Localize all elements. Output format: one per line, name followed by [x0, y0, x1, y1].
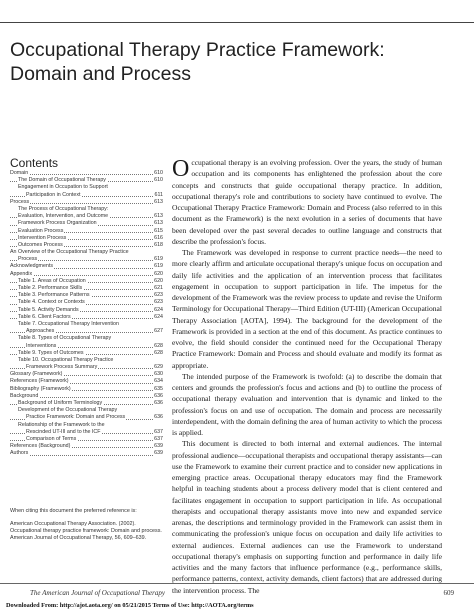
toc-entry-title: Table 2. Performance Skills: [18, 285, 83, 291]
toc-entry-title: Acknowledgments: [10, 263, 53, 270]
top-rule: [0, 22, 474, 23]
toc-entry-page: 616: [154, 234, 163, 241]
toc-entry-page: 637: [154, 428, 163, 435]
toc-entry: [10, 192, 163, 199]
toc-entry-page: 636: [154, 414, 163, 421]
toc-entry-title: Table 1. Areas of Occupation: [18, 277, 86, 284]
toc-entry-page: 615: [154, 227, 163, 234]
toc-entry: [10, 407, 163, 414]
toc-entry: [10, 299, 163, 306]
toc-entry-page: 637: [154, 435, 163, 442]
toc-entry: [10, 343, 163, 350]
toc-entry-title: Comparison of Terms: [26, 435, 77, 442]
footer-rule: [0, 583, 474, 584]
toc-entry: [10, 422, 163, 429]
toc-entry-page: 636: [154, 400, 163, 406]
citation-text: American Occupational Therapy Association. (2002). Occupational therapy practice framework: Domain and process. American Journal of Occupational Therapy, 56, 609–639.: [10, 521, 162, 541]
toc-entry: [10, 285, 163, 292]
toc-entry-title: Intervention Process: [18, 234, 67, 241]
toc-entry: [10, 213, 163, 220]
toc-entry-title: Table 6. Client Factors: [18, 313, 71, 320]
toc-entry-title: Background: [10, 392, 39, 399]
toc-entry-title: Appendix: [10, 270, 33, 277]
toc-entry-title: Table 3. Performance Patterns: [18, 292, 90, 299]
toc-entry-page: 620: [154, 270, 163, 277]
toc-entry: [10, 371, 163, 378]
toc-entry-page: 630: [154, 371, 163, 378]
page-title: [10, 38, 450, 86]
toc-entry: [10, 321, 163, 328]
table-of-contents: [10, 170, 163, 458]
toc-entry-title: Background of Uniform Terminology: [18, 400, 103, 406]
toc-entry: [10, 170, 163, 177]
toc-entry-page: 627: [154, 328, 163, 335]
toc-entry-title: Table 8. Types of Occupational Therapy: [18, 335, 112, 342]
toc-entry-page: 635: [154, 385, 163, 392]
toc-entry: [10, 429, 163, 436]
toc-entry: [10, 450, 163, 457]
toc-entry: [10, 263, 163, 270]
toc-entry-title: Process: [18, 256, 38, 263]
paragraph-1-text: ccupational therapy is an evolving profession. Over the years, the study of human occupation and its components has enlightened the profession about the core concepts and constructs that guide occupational therapy practice. In addition, occupational therapy's role and contributions to society have continued to evolve. The Occupational Therapy Practice Framework: Domain and Process (also referred to in this document as the Framework) is the next evolution in a series of documents that have been developed over the past several decades to outline language and constructs that describe the profession's focus.: [172, 158, 442, 246]
body-text: [172, 157, 442, 596]
toc-entry-page: 613: [154, 198, 163, 205]
toc-entry-page: 621: [154, 285, 163, 291]
toc-entry: [10, 271, 163, 278]
toc-entry-title: Practice Framework: Domain and Process: [26, 414, 126, 421]
toc-entry-page: 634: [154, 378, 163, 385]
contents-heading: Contents: [10, 156, 59, 170]
toc-entry: [10, 177, 163, 184]
toc-entry-page: 613: [154, 213, 163, 220]
toc-entry: [10, 400, 163, 407]
toc-entry-page: 629: [154, 364, 163, 371]
toc-entry-title: Table 10. Occupational Therapy Practice: [18, 356, 114, 363]
toc-entry-page: 619: [154, 256, 163, 263]
toc-entry-page: 624: [154, 306, 163, 313]
toc-entry: [10, 206, 163, 213]
toc-entry-title: Authors: [10, 450, 29, 457]
toc-entry: [10, 199, 163, 206]
toc-entry-page: 611: [154, 191, 163, 198]
toc-entry-title: Framework Process Organization: [18, 220, 97, 227]
paragraph-2: The Framework was developed in response to current practice needs—the need to more clearly affirm and articulate occupational therapy's unique focus on occupation and daily life activities and the application of an intervention process that facilitates engagement in occupation to support participation in life. The impetus for the development of the Framework was the review process to update and revise the Uniform Terminology for Occupational Therapy—Third Edition (UT-III) (American Occupational Therapy Association [AOTA], 1994). The background for the development of the Framework is provided in a section at the end of this document. As practice continues to evolve, the field should consider the continued need for the Occupational Therapy Practice Framework: Domain and Process and should evaluate and modify its format as appropriate.: [172, 248, 442, 370]
toc-entry: [10, 364, 163, 371]
toc-entry-page: 624: [154, 313, 163, 320]
toc-entry-page: 639: [154, 450, 163, 457]
toc-entry: [10, 386, 163, 393]
journal-name: The American Journal of Occupational Therapy: [30, 589, 165, 597]
drop-cap: O: [172, 156, 190, 182]
toc-entry-title: References (Framework): [10, 378, 69, 385]
citation-block: [10, 508, 165, 548]
toc-entry: [10, 414, 163, 421]
toc-entry-page: 639: [154, 443, 163, 450]
toc-entry-page: 613: [154, 220, 163, 227]
toc-entry-page: 636: [154, 392, 163, 399]
toc-entry-title: Table 9. Types of Outcomes: [18, 349, 84, 356]
toc-entry-title: An Overview of the Occupational Therapy Practice: [10, 249, 129, 256]
toc-entry-title: Outcomes Process: [18, 241, 63, 248]
toc-entry-title: Process: [10, 198, 30, 205]
toc-entry-page: 618: [154, 241, 163, 248]
toc-entry: [10, 335, 163, 342]
toc-entry-title: Glossary (Framework): [10, 371, 63, 378]
toc-entry-page: 610: [154, 170, 163, 176]
toc-entry-page: 619: [154, 263, 163, 270]
toc-entry-title: Bibliography (Framework): [10, 385, 71, 392]
toc-entry-title: Domain: [10, 170, 29, 176]
citation-intro: When citing this document the preferred reference is:: [10, 508, 137, 514]
page-number: 609: [443, 589, 454, 597]
toc-entry: [10, 242, 163, 249]
toc-entry: [10, 256, 163, 263]
paragraph-3: The intended purpose of the Framework is twofold: (a) to describe the domain that centers and grounds the profession's focus and actions and (b) to outline the process of occupational therapy evaluation and intervention that is dynamic and linked to the profession's focus on and use of occupation. The domain and process are necessarily interdependent, with the domain defining the area of human activity to which the process is applied.: [172, 371, 442, 437]
paragraph-4: This document is directed to both internal and external audiences. The internal professional audience—occupational therapists and occupational therapy assistants—can use the Framework to examine their current practice and to consider new applications in emerging practice areas. Occupational therapy educators may find the Framework helpful in teaching students about a process delivery model that is client centered and facilitates engagement in occupation to support participation in life. As occupational therapists and occupational therapy assistants move into new and expanded service arenas, the descriptions and terminology provided in the Framework can assist them in communicating the profession's unique focus on occupation and daily life activities to external audiences. External audiences can use the Framework to understand occupational therapy's emphasis on supporting function and performance in daily life activities and the many factors that influence performance (e.g., performance skills, performance patterns, context, activity demands, client factors) that are addressed during the intervention process. The: [172, 439, 442, 595]
toc-entry-title: Framework Process Summary: [26, 364, 98, 371]
toc-entry-page: 623: [154, 299, 163, 306]
toc-entry: [10, 436, 163, 443]
title-line-2: Domain and Process: [10, 63, 192, 85]
toc-entry: [10, 184, 163, 191]
paragraph-1: [172, 157, 442, 247]
toc-entry: [10, 314, 163, 321]
toc-entry-title: Development of the Occupational Therapy: [18, 407, 118, 414]
toc-entry-title: Relationship of the Framework to the: [18, 421, 105, 428]
toc-entry-title: Rescinded UT-III and to the ICF: [26, 428, 101, 435]
toc-entry-title: Evaluation Process: [18, 227, 64, 234]
toc-entry: [10, 220, 163, 227]
toc-entry: [10, 235, 163, 242]
toc-entry: [10, 249, 163, 256]
toc-entry: [10, 443, 163, 450]
toc-entry-page: 623: [154, 292, 163, 299]
toc-entry: [10, 378, 163, 385]
toc-entry-title: Table 5. Activity Demands: [18, 306, 79, 313]
toc-entry: [10, 393, 163, 400]
toc-entry-title: References (Background): [10, 443, 71, 450]
toc-entry-title: The Process of Occupational Therapy:: [18, 205, 109, 212]
toc-entry-title: Table 7. Occupational Therapy Intervention: [18, 320, 119, 327]
toc-entry: [10, 307, 163, 314]
toc-entry-page: 620: [154, 277, 163, 284]
toc-entry: [10, 228, 163, 235]
toc-entry-title: Table 4. Context or Contexts: [18, 299, 85, 306]
download-notice: Downloaded From: http://ajot.aota.org/ on 05/21/2015 Terms of Use: http://AOTA.org/terms: [6, 602, 254, 609]
toc-entry: [10, 357, 163, 364]
toc-entry-title: Evaluation, Intervention, and Outcome: [18, 213, 109, 220]
toc-entry-page: 628: [154, 349, 163, 356]
toc-entry-page: 628: [154, 342, 163, 349]
toc-entry-page: 610: [154, 177, 163, 184]
toc-entry: [10, 278, 163, 285]
toc-entry: [10, 328, 163, 335]
toc-entry: [10, 350, 163, 357]
toc-entry: [10, 292, 163, 299]
title-line-1: Occupational Therapy Practice Framework:: [10, 39, 385, 61]
toc-entry-title: Participation in Context: [26, 191, 81, 198]
toc-entry-title: The Domain of Occupational Therapy: [18, 177, 106, 184]
toc-entry-title: Interventions: [26, 342, 57, 349]
toc-entry-title: Approaches: [26, 328, 55, 335]
toc-entry-title: Engagement in Occupation to Support: [18, 184, 108, 191]
